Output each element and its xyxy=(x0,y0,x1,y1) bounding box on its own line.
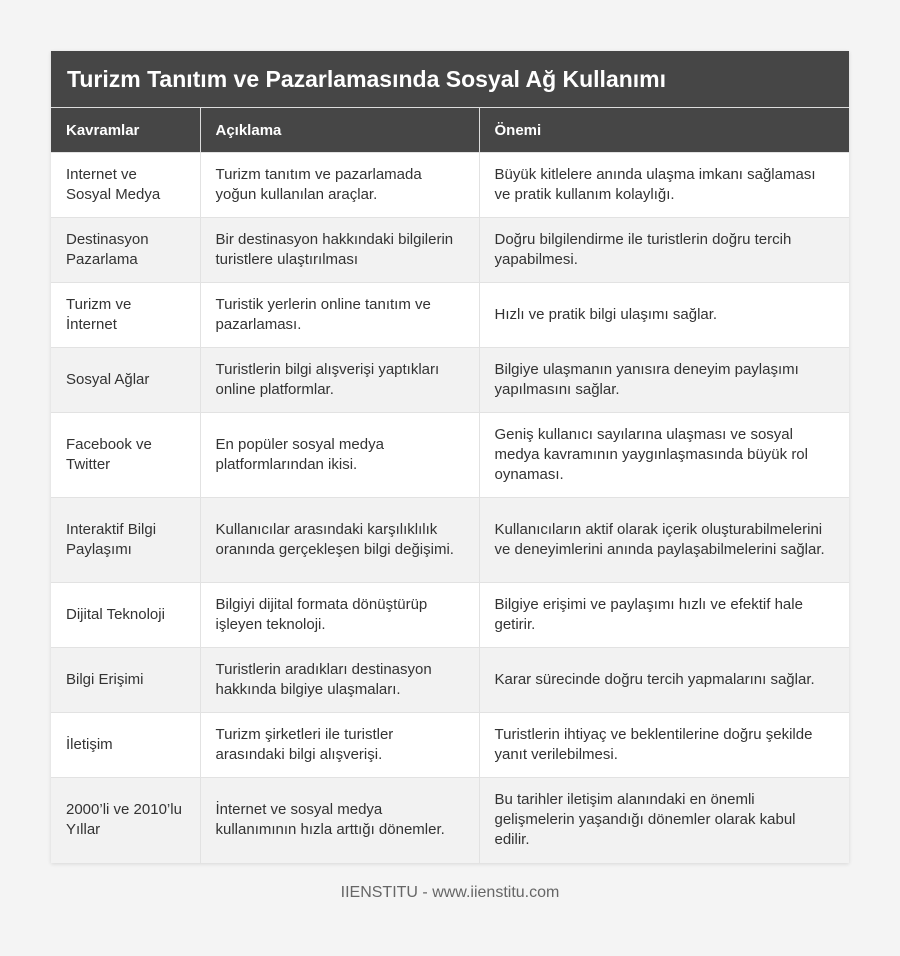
concept-cell: Turizm ve İnternet xyxy=(51,283,200,348)
table-row xyxy=(51,583,849,648)
table-row xyxy=(51,153,849,218)
concept-cell: Facebook ve Twitter xyxy=(51,413,200,498)
table-title: Turizm Tanıtım ve Pazarlamasında Sosyal Ağ Kullanımı xyxy=(51,51,849,108)
description-cell: Kullanıcılar arasındaki karşılıklılık oranında gerçekleşen bilgi değişimi. xyxy=(200,498,479,583)
table-row xyxy=(51,218,849,283)
concept-cell: Destinasyon Pazarlama xyxy=(51,218,200,283)
importance-cell: Geniş kullanıcı sayılarına ulaşması ve sosyal medya kavramının yaygınlaşmasında büyük rol oynaması. xyxy=(479,413,849,498)
importance-cell: Bilgiye ulaşmanın yanısıra deneyim paylaşımı yapılmasını sağlar. xyxy=(479,348,849,413)
concept-cell: Internet ve Sosyal Medya xyxy=(51,153,200,218)
concept-cell: 2000’li ve 2010’lu Yıllar xyxy=(51,778,200,863)
description-cell: Turizm şirketleri ile turistler arasındaki bilgi alışverişi. xyxy=(200,713,479,778)
concepts-table xyxy=(51,108,849,863)
importance-cell: Doğru bilgilendirme ile turistlerin doğru tercih yapabilmesi. xyxy=(479,218,849,283)
column-header-aciklama: Açıklama xyxy=(200,108,479,153)
description-cell: Turistlerin aradıkları destinasyon hakkında bilgiye ulaşmaları. xyxy=(200,648,479,713)
footer-credit: IIENSTITU - www.iienstitu.com xyxy=(340,884,560,901)
table-row xyxy=(51,648,849,713)
description-cell: Turistlerin bilgi alışverişi yaptıkları online platformlar. xyxy=(200,348,479,413)
column-header-onemi: Önemi xyxy=(479,108,849,153)
importance-cell: Hızlı ve pratik bilgi ulaşımı sağlar. xyxy=(479,283,849,348)
importance-cell: Karar sürecinde doğru tercih yapmalarını sağlar. xyxy=(479,648,849,713)
importance-cell: Bu tarihler iletişim alanındaki en önemli gelişmelerin yaşandığı dönemler olarak kabul edilir. xyxy=(479,778,849,863)
description-cell: En popüler sosyal medya platformlarından ikisi. xyxy=(200,413,479,498)
table-row xyxy=(51,778,849,863)
table-row xyxy=(51,713,849,778)
table-header-row xyxy=(51,108,849,153)
table-row xyxy=(51,413,849,498)
concept-cell: Dijital Teknoloji xyxy=(51,583,200,648)
description-cell: İnternet ve sosyal medya kullanımının hızla arttığı dönemler. xyxy=(200,778,479,863)
description-cell: Turizm tanıtım ve pazarlamada yoğun kullanılan araçlar. xyxy=(200,153,479,218)
concept-cell: Bilgi Erişimi xyxy=(51,648,200,713)
description-cell: Bilgiyi dijital formata dönüştürüp işleyen teknoloji. xyxy=(200,583,479,648)
importance-cell: Büyük kitlelere anında ulaşma imkanı sağlaması ve pratik kullanım kolaylığı. xyxy=(479,153,849,218)
importance-cell: Bilgiye erişimi ve paylaşımı hızlı ve efektif hale getirir. xyxy=(479,583,849,648)
table-container xyxy=(51,51,849,863)
concept-cell: Sosyal Ağlar xyxy=(51,348,200,413)
concept-cell: Interaktif Bilgi Paylaşımı xyxy=(51,498,200,583)
description-cell: Bir destinasyon hakkındaki bilgilerin turistlere ulaştırılması xyxy=(200,218,479,283)
table-row xyxy=(51,283,849,348)
description-cell: Turistik yerlerin online tanıtım ve pazarlaması. xyxy=(200,283,479,348)
column-header-kavramlar: Kavramlar xyxy=(51,108,200,153)
importance-cell: Turistlerin ihtiyaç ve beklentilerine doğru şekilde yanıt verilebilmesi. xyxy=(479,713,849,778)
importance-cell: Kullanıcıların aktif olarak içerik oluşturabilmelerini ve deneyimlerini anında paylaşabilmelerini sağlar. xyxy=(479,498,849,583)
table-row xyxy=(51,348,849,413)
table-row xyxy=(51,498,849,583)
concept-cell: İletişim xyxy=(51,713,200,778)
